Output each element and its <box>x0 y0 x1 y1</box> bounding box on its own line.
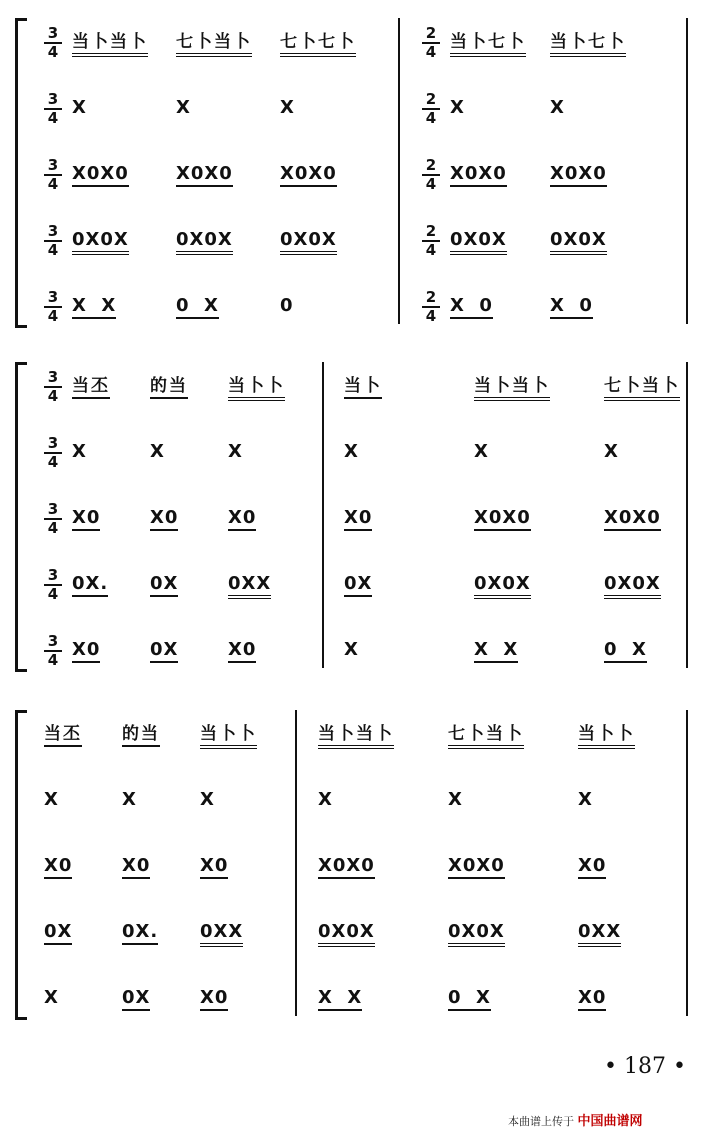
beat-text: X0X0 <box>448 855 505 879</box>
rhythm-beat <box>122 986 150 1010</box>
beat-text: 0X <box>344 573 372 597</box>
beat-text: X <box>450 97 465 118</box>
beat-text: X0 <box>122 855 150 879</box>
rhythm-beat <box>318 854 375 878</box>
beat-text: 当卜当卜 <box>318 724 394 749</box>
time-signature-denominator: 4 <box>47 307 59 325</box>
rhythm-beat <box>550 162 607 186</box>
beat-text: 0X <box>122 987 150 1011</box>
page-number: • 187 • <box>604 1054 686 1079</box>
time-signature-denominator: 4 <box>47 585 59 603</box>
time-signature <box>44 224 62 258</box>
time-signature <box>44 436 62 470</box>
rhythm-beat <box>318 788 333 812</box>
beat-text: X <box>474 441 489 462</box>
percussion-syllable-beat <box>72 374 110 398</box>
percussion-syllable-beat <box>150 374 188 398</box>
percussion-syllable-beat <box>344 374 382 398</box>
time-signature-denominator: 4 <box>47 43 59 61</box>
beat-text: X <box>200 789 215 810</box>
beat-text: 0X0X <box>448 921 505 947</box>
rhythm-beat <box>280 96 295 120</box>
beat-text: 0X0X <box>474 573 531 599</box>
rhythm-beat <box>176 96 191 120</box>
rhythm-beat <box>122 788 137 812</box>
rhythm-beat <box>578 920 621 944</box>
rhythm-beat <box>280 294 294 318</box>
rhythm-beat <box>72 506 100 530</box>
rhythm-beat <box>150 440 165 464</box>
rhythm-beat <box>176 228 233 252</box>
rhythm-beat <box>72 162 129 186</box>
percussion-syllable-beat <box>450 30 526 54</box>
rhythm-beat <box>44 788 59 812</box>
beat-text: 0X0X <box>318 921 375 947</box>
beat-text: 当卜卜 <box>200 724 257 749</box>
percussion-syllable-beat <box>550 30 626 54</box>
rhythm-beat <box>280 162 337 186</box>
time-signature <box>422 158 440 192</box>
beat-text: 0X0X <box>604 573 661 599</box>
system-bracket <box>15 710 27 1020</box>
beat-text: 当丕 <box>72 376 110 399</box>
beat-text: 0X0X <box>550 229 607 255</box>
beat-text: 当卜当卜 <box>72 32 148 57</box>
time-signature-numerator: 3 <box>44 634 62 652</box>
rhythm-beat <box>122 854 150 878</box>
percussion-syllable-beat <box>176 30 252 54</box>
percussion-syllable-beat <box>280 30 356 54</box>
rhythm-beat <box>228 506 256 530</box>
beat-text: 0X0X <box>72 229 129 255</box>
beat-text: 0XX <box>200 921 243 947</box>
beat-text: X0 <box>228 639 256 663</box>
rhythm-beat <box>280 228 337 252</box>
rhythm-beat <box>450 96 465 120</box>
time-signature-denominator: 4 <box>47 387 59 405</box>
beat-text: X <box>448 789 463 810</box>
time-signature-numerator: 3 <box>44 502 62 520</box>
time-signature <box>44 502 62 536</box>
beat-text: 0X <box>150 639 178 663</box>
beat-text: X <box>280 97 295 118</box>
beat-text: X <box>578 789 593 810</box>
time-signature <box>44 370 62 404</box>
beat-text: 0XX <box>228 573 271 599</box>
rhythm-beat <box>72 638 100 662</box>
beat-text: X0 <box>228 507 256 531</box>
beat-text: X <box>344 441 359 462</box>
percussion-syllable-beat <box>474 374 550 398</box>
beat-text: 七卜当卜 <box>176 32 252 57</box>
time-signature-numerator: 2 <box>422 158 440 176</box>
beat-text: 当卜当卜 <box>474 376 550 401</box>
beat-text: 0X <box>150 573 178 597</box>
percussion-syllable-beat <box>228 374 285 398</box>
beat-text: 当卜卜 <box>228 376 285 401</box>
time-signature-denominator: 4 <box>425 109 437 127</box>
rhythm-beat <box>474 572 531 596</box>
rhythm-beat <box>344 572 372 596</box>
rhythm-beat <box>578 986 606 1010</box>
beat-text: X0X0 <box>550 163 607 187</box>
beat-text: X <box>122 789 137 810</box>
beat-text: X X <box>72 295 116 319</box>
rhythm-beat <box>150 572 178 596</box>
rhythm-beat <box>604 440 619 464</box>
beat-text: X X <box>318 987 362 1011</box>
beat-text: 0 X <box>176 295 219 319</box>
rhythm-beat <box>44 920 72 944</box>
beat-text: 的当 <box>150 376 188 399</box>
beat-text: X <box>604 441 619 462</box>
time-signature-numerator: 3 <box>44 436 62 454</box>
time-signature-denominator: 4 <box>47 241 59 259</box>
beat-text: 七卜当卜 <box>448 724 524 749</box>
time-signature-numerator: 3 <box>44 158 62 176</box>
rhythm-beat <box>448 920 505 944</box>
beat-text: 0X. <box>72 573 108 597</box>
rhythm-beat <box>344 638 359 662</box>
score-system <box>0 710 702 1020</box>
rhythm-beat <box>44 854 72 878</box>
time-signature-denominator: 4 <box>47 519 59 537</box>
time-signature-numerator: 3 <box>44 26 62 44</box>
beat-text: 0X <box>44 921 72 945</box>
beat-text: X0X0 <box>280 163 337 187</box>
rhythm-beat <box>450 162 507 186</box>
beat-text: X0 <box>578 855 606 879</box>
beat-text: 0 X <box>448 987 491 1011</box>
beat-text: 0XX <box>578 921 621 947</box>
score-system <box>0 362 702 672</box>
score-system <box>0 18 702 328</box>
rhythm-beat <box>550 96 565 120</box>
beat-text: 0X. <box>122 921 158 945</box>
time-signature-denominator: 4 <box>47 175 59 193</box>
time-signature-numerator: 3 <box>44 370 62 388</box>
time-signature <box>422 290 440 324</box>
percussion-syllable-beat <box>200 722 257 746</box>
time-signature-numerator: 3 <box>44 224 62 242</box>
time-signature-numerator: 3 <box>44 92 62 110</box>
rhythm-beat <box>200 854 228 878</box>
time-signature <box>422 224 440 258</box>
rhythm-beat <box>448 788 463 812</box>
rhythm-beat <box>344 506 372 530</box>
beat-text: X0 <box>72 507 100 531</box>
rhythm-beat <box>72 294 116 318</box>
rhythm-beat <box>550 228 607 252</box>
beat-text: 当卜七卜 <box>450 32 526 57</box>
rhythm-beat <box>122 920 158 944</box>
beat-text: X <box>228 441 243 462</box>
end-barline <box>686 710 688 1016</box>
time-signature-denominator: 4 <box>47 109 59 127</box>
time-signature-numerator: 3 <box>44 290 62 308</box>
beat-text: 当丕 <box>44 724 82 747</box>
percussion-syllable-beat <box>604 374 680 398</box>
rhythm-beat <box>228 638 256 662</box>
system-bracket <box>15 18 27 328</box>
rhythm-beat <box>150 506 178 530</box>
beat-text: 当卜 <box>344 376 382 399</box>
beat-text: 当卜卜 <box>578 724 635 749</box>
beat-text: X0 <box>150 507 178 531</box>
rhythm-beat <box>318 920 375 944</box>
beat-text: X0 <box>72 639 100 663</box>
beat-text: X0X0 <box>176 163 233 187</box>
beat-text: X <box>176 97 191 118</box>
time-signature <box>44 290 62 324</box>
beat-text: X0X0 <box>318 855 375 879</box>
percussion-syllable-beat <box>448 722 524 746</box>
percussion-syllable-beat <box>44 722 82 746</box>
percussion-syllable-beat <box>318 722 394 746</box>
credit-prefix: 本曲谱上传于 <box>508 1115 574 1128</box>
rhythm-beat <box>200 788 215 812</box>
rhythm-beat <box>448 854 505 878</box>
rhythm-beat <box>72 96 87 120</box>
rhythm-beat <box>150 638 178 662</box>
beat-text: X <box>44 987 59 1008</box>
beat-text: X <box>72 97 87 118</box>
time-signature <box>44 26 62 60</box>
beat-text: X0X0 <box>72 163 129 187</box>
beat-text: 的当 <box>122 724 160 747</box>
barline <box>398 18 400 324</box>
percussion-syllable-beat <box>578 722 635 746</box>
beat-text: 0X0X <box>176 229 233 255</box>
rhythm-beat <box>200 986 228 1010</box>
beat-text: X0 <box>44 855 72 879</box>
beat-text: X 0 <box>550 295 593 319</box>
rhythm-beat <box>344 440 359 464</box>
time-signature-numerator: 2 <box>422 26 440 44</box>
barline <box>322 362 324 668</box>
time-signature-denominator: 4 <box>47 651 59 669</box>
time-signature-numerator: 3 <box>44 568 62 586</box>
rhythm-beat <box>450 228 507 252</box>
rhythm-beat <box>200 920 243 944</box>
time-signature-numerator: 2 <box>422 290 440 308</box>
beat-text: X <box>44 789 59 810</box>
beat-text: X X <box>474 639 518 663</box>
time-signature <box>422 92 440 126</box>
time-signature <box>44 568 62 602</box>
beat-text: 0 X <box>604 639 647 663</box>
beat-text: X <box>318 789 333 810</box>
beat-text: X0 <box>344 507 372 531</box>
rhythm-beat <box>604 506 661 530</box>
rhythm-beat <box>550 294 593 318</box>
beat-text: X <box>72 441 87 462</box>
beat-text: 0X0X <box>280 229 337 255</box>
time-signature-denominator: 4 <box>47 453 59 471</box>
time-signature-denominator: 4 <box>425 43 437 61</box>
beat-text: X0X0 <box>450 163 507 187</box>
time-signature-denominator: 4 <box>425 241 437 259</box>
time-signature-denominator: 4 <box>425 175 437 193</box>
percussion-syllable-beat <box>72 30 148 54</box>
rhythm-beat <box>450 294 493 318</box>
beat-text: X0X0 <box>474 507 531 531</box>
rhythm-beat <box>228 440 243 464</box>
beat-text: X <box>150 441 165 462</box>
rhythm-beat <box>604 572 661 596</box>
rhythm-beat <box>72 572 108 596</box>
rhythm-beat <box>176 294 219 318</box>
time-signature-numerator: 2 <box>422 224 440 242</box>
rhythm-beat <box>44 986 59 1010</box>
rhythm-beat <box>474 638 518 662</box>
rhythm-beat <box>72 440 87 464</box>
beat-text: 0 <box>280 295 294 316</box>
beat-text: X <box>344 639 359 660</box>
beat-text: 七卜七卜 <box>280 32 356 57</box>
beat-text: X0 <box>200 855 228 879</box>
beat-text: X0 <box>578 987 606 1011</box>
rhythm-beat <box>578 854 606 878</box>
rhythm-beat <box>72 228 129 252</box>
rhythm-beat <box>176 162 233 186</box>
time-signature-numerator: 2 <box>422 92 440 110</box>
rhythm-beat <box>474 506 531 530</box>
beat-text: X 0 <box>450 295 493 319</box>
percussion-syllable-beat <box>122 722 160 746</box>
beat-text: 七卜当卜 <box>604 376 680 401</box>
rhythm-beat <box>448 986 491 1010</box>
time-signature <box>422 26 440 60</box>
beat-text: X0 <box>200 987 228 1011</box>
beat-text: 当卜七卜 <box>550 32 626 57</box>
rhythm-beat <box>474 440 489 464</box>
system-bracket <box>15 362 27 672</box>
time-signature <box>44 92 62 126</box>
rhythm-beat <box>228 572 271 596</box>
beat-text: X0X0 <box>604 507 661 531</box>
rhythm-beat <box>578 788 593 812</box>
rhythm-beat <box>604 638 647 662</box>
beat-text: X <box>550 97 565 118</box>
rhythm-beat <box>318 986 362 1010</box>
barline <box>295 710 297 1016</box>
site-logo-text: 中国曲谱网 <box>577 1114 643 1129</box>
end-barline <box>686 18 688 324</box>
time-signature-denominator: 4 <box>425 307 437 325</box>
time-signature <box>44 634 62 668</box>
beat-text: 0X0X <box>450 229 507 255</box>
upload-credit <box>508 1110 643 1129</box>
time-signature <box>44 158 62 192</box>
end-barline <box>686 362 688 668</box>
